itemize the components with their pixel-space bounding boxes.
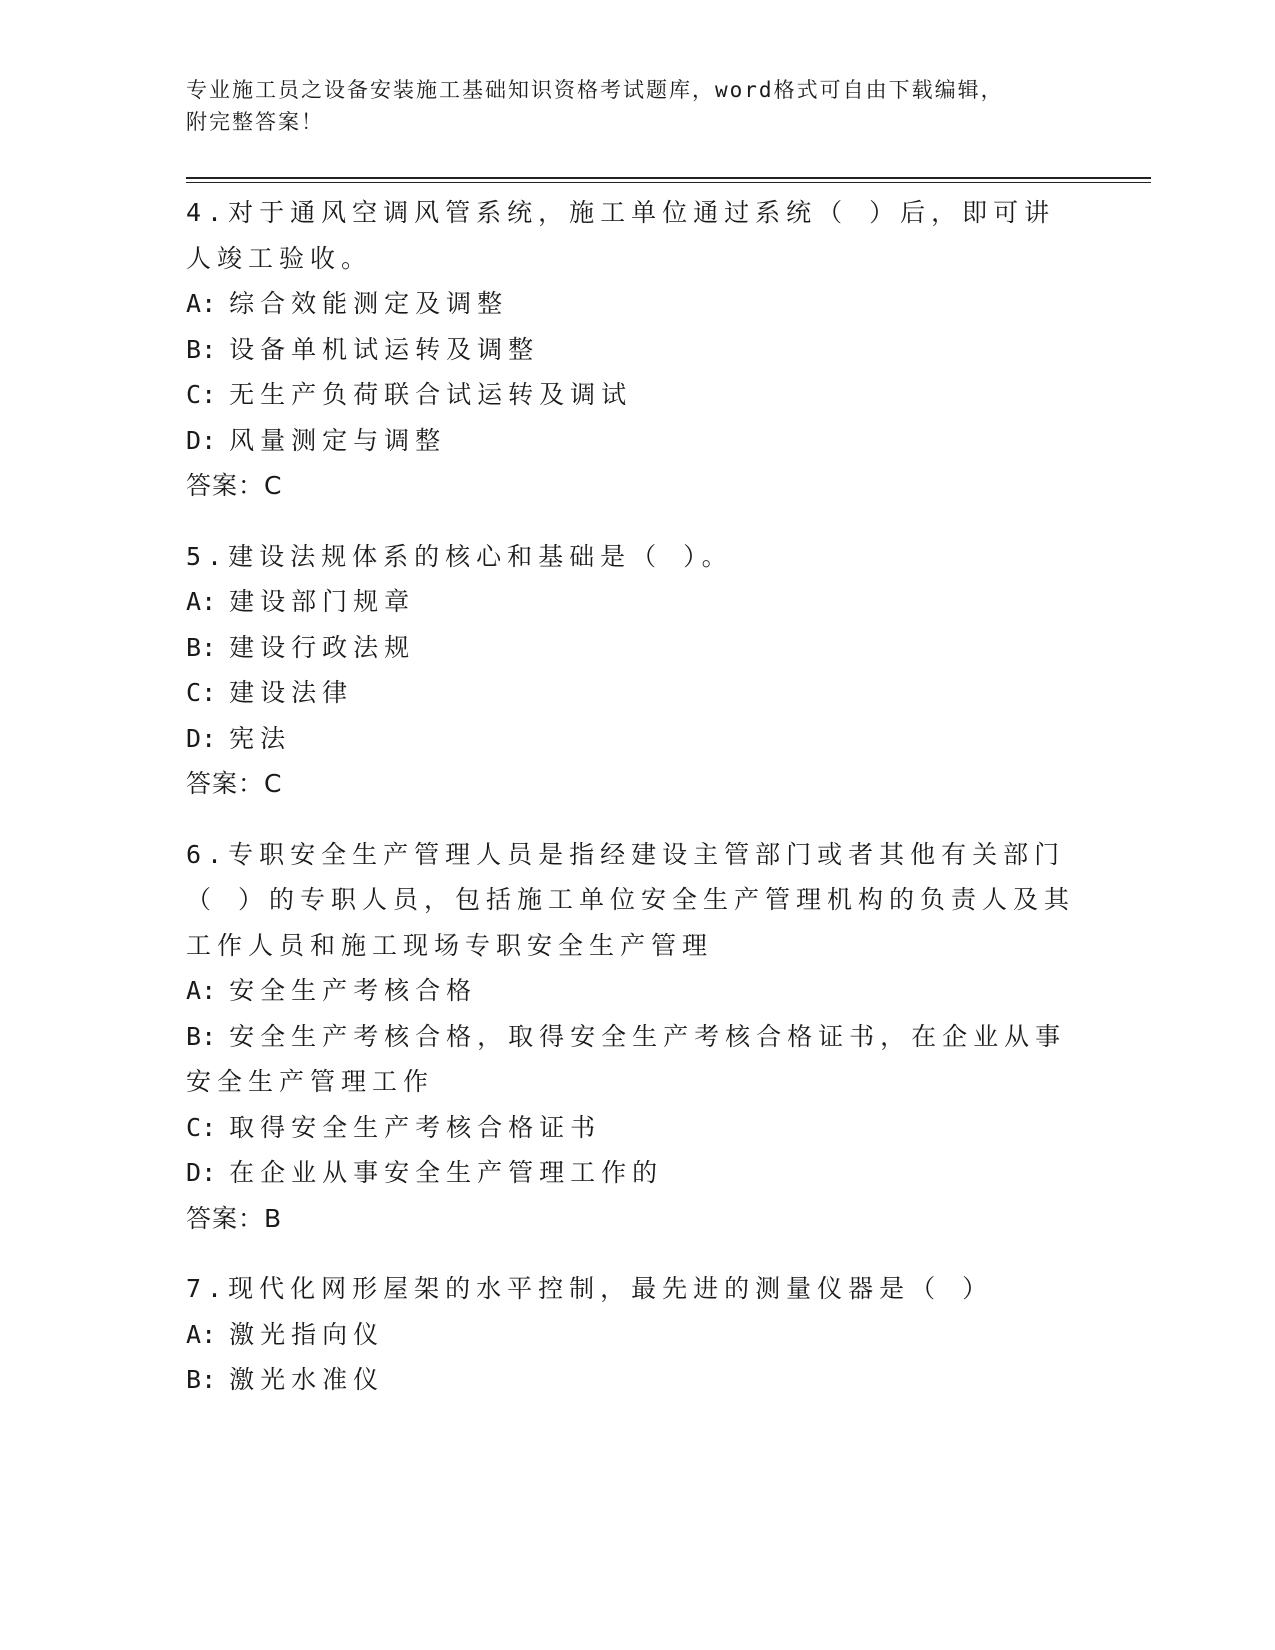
header-title-line-1: 专业施工员之设备安装施工基础知识资格考试题库，word格式可自由下载编辑， bbox=[186, 78, 1004, 102]
answer-value: C bbox=[264, 471, 283, 500]
answer-option bbox=[186, 418, 1086, 464]
option-letter: A bbox=[186, 587, 202, 616]
answer-line bbox=[186, 463, 1086, 509]
option-separator: : bbox=[201, 632, 217, 662]
answer-line bbox=[186, 761, 1086, 807]
answer-option bbox=[186, 372, 1086, 418]
option-letter: C bbox=[186, 380, 202, 409]
option-text: 取得安全生产考核合格证书 bbox=[229, 1112, 602, 1142]
option-text: 设备单机试运转及调整 bbox=[229, 334, 540, 364]
option-letter: B bbox=[186, 1365, 202, 1394]
option-separator: : bbox=[201, 1158, 217, 1187]
option-letter: A bbox=[186, 976, 202, 1005]
question-text: 4.对于通风空调风管系统，施工单位通过系统（ ）后，即可讲人竣工验收。 bbox=[186, 198, 1056, 273]
option-letter: A bbox=[186, 1319, 202, 1349]
option-letter: C bbox=[186, 678, 202, 707]
answer-option bbox=[186, 1014, 1086, 1105]
option-separator: : bbox=[201, 723, 217, 753]
option-text: 建设部门规章 bbox=[229, 587, 416, 616]
question-item bbox=[186, 832, 1086, 1242]
question-text: 5.建设法规体系的核心和基础是（ ）。 bbox=[186, 541, 733, 571]
option-text: 建设法律 bbox=[229, 678, 354, 707]
answer-option bbox=[186, 327, 1086, 373]
question-text: 6.专职安全生产管理人员是指经建设主管部门或者其他有关部门（ ）的专职人员，包括施工单位安全生产管理机构的负责人及其工作人员和施工现场专职安全生产管理 bbox=[186, 839, 1076, 960]
answer-prefix: 答案： bbox=[186, 471, 265, 500]
answer-value: C bbox=[264, 769, 283, 798]
option-letter: B bbox=[186, 1021, 202, 1051]
option-separator: : bbox=[201, 587, 217, 616]
answer-option bbox=[186, 1105, 1086, 1151]
question-item bbox=[186, 534, 1086, 807]
option-text: 建设行政法规 bbox=[229, 632, 416, 662]
option-text: 在企业从事安全生产管理工作的 bbox=[229, 1158, 664, 1187]
answer-option bbox=[186, 281, 1086, 327]
option-separator: : bbox=[201, 976, 217, 1005]
option-separator: : bbox=[201, 678, 217, 707]
option-separator: : bbox=[201, 1365, 217, 1394]
option-text: 激光指向仪 bbox=[229, 1319, 385, 1349]
option-separator: : bbox=[201, 1112, 217, 1142]
option-letter: D bbox=[186, 425, 202, 455]
option-letter: D bbox=[186, 1158, 202, 1187]
option-separator: : bbox=[201, 289, 217, 318]
answer-value: B bbox=[264, 1203, 283, 1233]
option-text: 安全生产考核合格 bbox=[229, 976, 478, 1005]
answer-option bbox=[186, 625, 1086, 671]
option-letter: D bbox=[186, 723, 202, 753]
header-divider-thin bbox=[186, 182, 1151, 183]
option-separator: : bbox=[201, 425, 217, 455]
option-letter: B bbox=[186, 334, 202, 364]
option-text: 安全生产考核合格，取得安全生产考核合格证书，在企业从事安全生产管理工作 bbox=[186, 1021, 1067, 1096]
answer-prefix: 答案： bbox=[186, 1203, 265, 1233]
answer-option bbox=[186, 1150, 1086, 1196]
option-separator: : bbox=[201, 380, 217, 409]
answer-option bbox=[186, 716, 1086, 762]
option-text: 综合效能测定及调整 bbox=[229, 289, 509, 318]
option-separator: : bbox=[201, 334, 217, 364]
question-item bbox=[186, 1266, 1086, 1403]
option-text: 无生产负荷联合试运转及调试 bbox=[229, 380, 633, 409]
answer-option bbox=[186, 1357, 1086, 1403]
answer-line bbox=[186, 1196, 1086, 1242]
option-separator: : bbox=[201, 1319, 217, 1349]
answer-option bbox=[186, 1312, 1086, 1358]
question-list bbox=[186, 190, 1086, 1428]
answer-option bbox=[186, 670, 1086, 716]
answer-option bbox=[186, 968, 1086, 1014]
option-text: 宪法 bbox=[229, 723, 292, 753]
option-text: 风量测定与调整 bbox=[229, 425, 447, 455]
question-item bbox=[186, 190, 1086, 509]
answer-option bbox=[186, 579, 1086, 625]
question-text: 7.现代化网形屋架的水平控制，最先进的测量仪器是（ ） bbox=[186, 1274, 994, 1303]
answer-prefix: 答案： bbox=[186, 769, 265, 798]
header-title-line-2: 附完整答案！ bbox=[186, 110, 324, 134]
option-letter: A bbox=[186, 289, 202, 318]
option-text: 激光水准仪 bbox=[229, 1365, 385, 1394]
option-letter: C bbox=[186, 1112, 202, 1142]
header-divider-thick bbox=[186, 177, 1151, 179]
document-header bbox=[186, 74, 1086, 138]
option-letter: B bbox=[186, 632, 202, 662]
option-separator: : bbox=[201, 1021, 217, 1051]
